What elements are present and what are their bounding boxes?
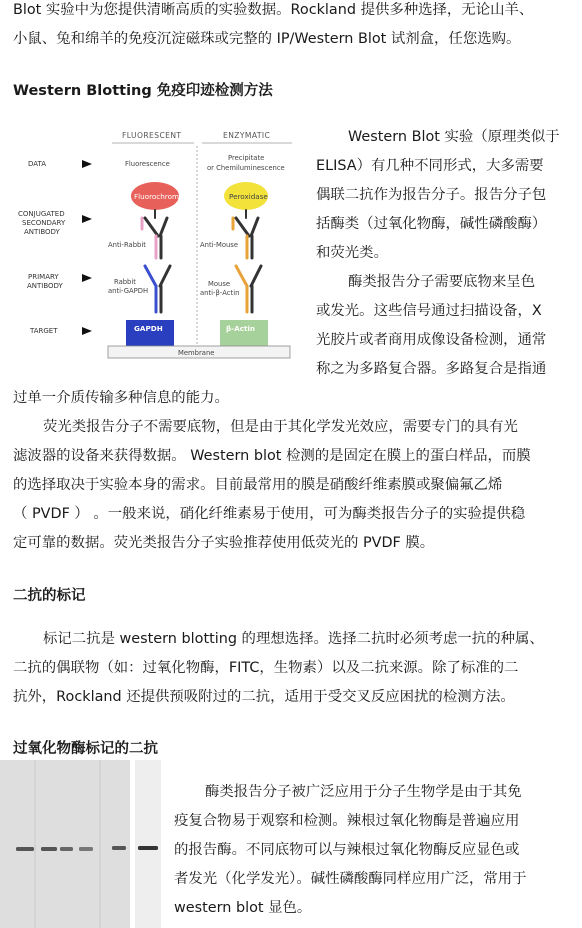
wb-right-line-7: 或发光。这些信号通过扫描设备，X <box>316 303 542 319</box>
section-heading-peroxidase: 过氧化物酶标记的二抗 <box>13 741 158 757</box>
arrow-primary-icon <box>82 274 92 282</box>
blot-band <box>41 847 57 851</box>
perox-line-1: 酶类报告分子被广泛应用于分子生物学是由于其免 <box>205 784 522 800</box>
row-label-conjugated: CONJUGATED <box>18 210 65 218</box>
wb-full-line-6: 定可靠的数据。荧光类报告分子实验推荐使用低荧光的 PVDF 膜。 <box>13 535 435 551</box>
wb-full-line-5: （ PVDF ） 。一般来说，硝化纤维素易于使用，可为酶类报告分子的实验提供稳 <box>13 506 526 522</box>
anti-gapdh-label: anti-GAPDH <box>108 287 149 295</box>
arrow-conjugated-icon <box>82 215 92 223</box>
row-label-data: DATA <box>28 160 47 168</box>
blot-band <box>112 846 126 850</box>
western-blot-diagram <box>10 126 306 366</box>
wb-full-line-4: 的选择取决于实验本身的需求。目前最常用的膜是硝酸纤维素膜或聚偏氟乙烯 <box>13 477 503 493</box>
section-heading-western-blotting: Western Blotting 免疫印迹检测方法 <box>13 83 273 99</box>
mouse-label: Mouse <box>208 280 231 288</box>
primary-antibody-enzymatic-icon <box>236 266 261 312</box>
precipitate-label: Precipitate <box>228 154 265 162</box>
wb-full-line-1: 过单一介质传输多种信息的能力。 <box>13 390 229 406</box>
perox-line-3: 的报告酶。不同底物可以与辣根过氧化物酶反应显色或 <box>174 842 520 858</box>
chemiluminescence-label: or Chemiluminescence <box>207 164 285 172</box>
perox-line-2: 疫复合物易于观察和检测。辣根过氧化物酶是普遍应用 <box>174 813 520 829</box>
row-label-primary-antibody: ANTIBODY <box>27 282 63 290</box>
gapdh-label: GAPDH <box>134 324 163 333</box>
primary-antibody-fluorescent-icon <box>145 266 170 312</box>
wb-right-line-2: ELISA）有几种不同形式，大多需要 <box>316 158 544 174</box>
row-label-antibody: ANTIBODY <box>24 228 60 236</box>
section-heading-secondary-labeling: 二抗的标记 <box>13 588 86 604</box>
row-label-secondary: SECONDARY <box>22 219 66 227</box>
perox-line-4: 者发光（化学发光）。碱性磷酸酶同样应用广泛，常用于 <box>174 871 527 887</box>
anti-rabbit-label: Anti-Rabbit <box>108 241 146 249</box>
secondary-line-1: 标记二抗是 western blotting 的理想选择。选择二抗时必须考虑一抗的种属、 <box>43 631 544 647</box>
secondary-line-2: 二抗的偶联物（如：过氧化物酶，FITC，生物素）以及二抗来源。除了标准的二 <box>13 660 519 676</box>
col-header-enzymatic: ENZYMATIC <box>223 131 271 140</box>
blot-band <box>16 847 34 851</box>
wb-full-line-2: 荧光类报告分子不需要底物，但是由于其化学发光效应，需要专门的具有光 <box>43 419 518 435</box>
wb-right-line-9: 称之为多路复合器。多路复合是指通 <box>316 361 547 377</box>
intro-line-1: Blot 实验中为您提供清晰高质的实验数据。Rockland 提供多种选择，无论山羊、 <box>13 2 534 18</box>
blot-band <box>138 846 158 850</box>
rabbit-label: Rabbit <box>114 278 136 286</box>
col-header-fluorescent: FLUORESCENT <box>122 131 182 140</box>
western-blot-image <box>0 760 166 928</box>
wb-right-line-3: 偶联二抗作为报告分子。报告分子包 <box>316 187 547 203</box>
secondary-line-3: 抗外，Rockland 还提供预吸附过的二抗，适用于受交叉反应困扰的检测方法。 <box>13 689 515 705</box>
perox-line-5: western blot 显色。 <box>174 900 312 916</box>
wb-right-line-5: 和荧光类。 <box>316 245 388 261</box>
wb-right-line-1: Western Blot 实验（原理类似于 <box>348 129 560 145</box>
blot-band <box>79 847 93 851</box>
intro-line-2: 小鼠、兔和绵羊的免疫沉淀磁珠或完整的 IP/Western Blot 试剂盒，任您选购。 <box>13 31 521 47</box>
anti-mouse-label: Anti-Mouse <box>200 241 239 249</box>
anti-beta-actin-label: anti-β-Actin <box>200 289 240 297</box>
row-label-target: TARGET <box>30 327 58 335</box>
wb-right-line-6: 酶类报告分子需要底物来呈色 <box>348 274 536 290</box>
peroxidase-label: Peroxidase <box>229 192 268 201</box>
beta-actin-label: β-Actin <box>226 324 255 333</box>
wb-right-line-8: 光胶片或者商用成像设备检测，通常 <box>316 332 547 348</box>
fluorochrome-label: Fluorochrome <box>134 192 184 201</box>
membrane-label: Membrane <box>178 349 215 357</box>
arrow-data-icon <box>82 160 92 168</box>
secondary-antibody-enzymatic-icon <box>233 210 258 258</box>
wb-right-line-4: 括酶类（过氧化物酶，碱性磷酸酶） <box>316 216 547 232</box>
blot-membrane-left <box>0 760 130 928</box>
row-label-primary: PRIMARY <box>28 273 59 281</box>
fluorescence-label: Fluorescence <box>125 160 170 168</box>
blot-membrane-right <box>135 760 161 928</box>
secondary-antibody-fluorescent-icon <box>142 210 167 258</box>
arrow-target-icon <box>82 327 92 335</box>
wb-full-line-3: 滤波器的设备来获得数据。 Western blot 检测的是固定在膜上的蛋白样品，而膜 <box>13 448 531 464</box>
blot-band <box>60 847 73 851</box>
